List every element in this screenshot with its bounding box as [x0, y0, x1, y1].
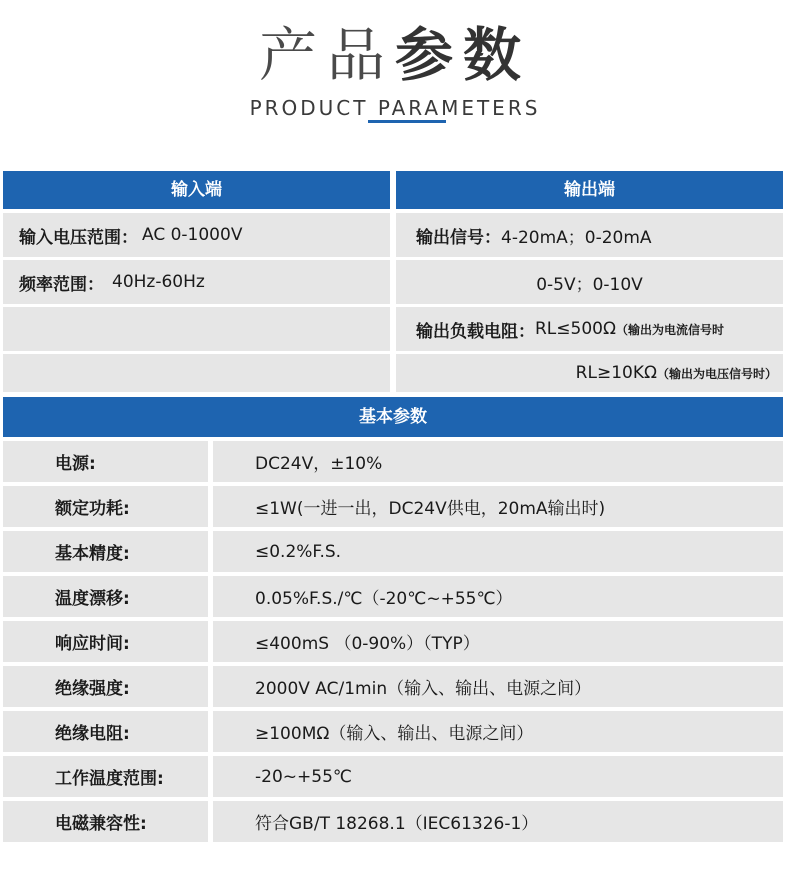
param-label: 温度漂移:	[3, 576, 208, 617]
param-label: 响应时间:	[3, 621, 208, 662]
output-load-voltage-note: （输出为电压信号时）	[656, 366, 777, 381]
output-load-label: 输出负载电阻：	[416, 321, 535, 342]
input-section-header: 输入端	[3, 171, 390, 209]
output-row-load-current	[396, 307, 783, 351]
output-row-load-voltage	[396, 354, 783, 392]
page-header	[0, 0, 790, 160]
input-row-voltage	[3, 213, 390, 257]
output-load-current-note: （输出为电流信号时	[615, 322, 724, 337]
title-light: 产品	[258, 21, 395, 89]
param-value: ≤400mS （0-90%）（TYP）	[213, 621, 783, 662]
page-title	[0, 20, 790, 90]
input-voltage-value: AC 0-1000V	[142, 225, 243, 245]
param-value: ≤1W(一进一出，DC24V供电，20mA输出时)	[213, 486, 783, 527]
basic-section-header: 基本参数	[3, 397, 783, 437]
param-label: 基本精度:	[3, 531, 208, 572]
param-value: 符合GB/T 18268.1（IEC61326-1）	[213, 801, 783, 842]
input-frequency-value: 40Hz-60Hz	[112, 272, 205, 292]
output-row-signal	[396, 213, 783, 257]
input-row-frequency	[3, 260, 390, 304]
input-row-empty-1	[3, 307, 390, 351]
param-value: ≤0.2%F.S.	[213, 531, 783, 572]
output-load-current-value: RL≤500Ω	[535, 319, 616, 339]
output-load-voltage-value: RL≥10KΩ	[575, 363, 657, 383]
output-signal-value: 4-20mA；0-20mA	[501, 227, 652, 248]
param-label: 额定功耗:	[3, 486, 208, 527]
param-value: -20~+55℃	[213, 756, 783, 797]
output-section-header: 输出端	[396, 171, 783, 209]
input-frequency-label: 频率范围：	[19, 274, 104, 295]
param-value: ≥100MΩ（输入、输出、电源之间）	[213, 711, 783, 752]
param-label: 电磁兼容性:	[3, 801, 208, 842]
output-voltage-signal-value: 0-5V；0-10V	[536, 274, 643, 295]
param-label: 绝缘强度:	[3, 666, 208, 707]
input-voltage-label: 输入电压范围：	[19, 227, 138, 248]
param-label: 电源:	[3, 441, 208, 482]
page-subtitle: PRODUCT PARAMETERS	[249, 96, 541, 120]
param-value: DC24V，±10%	[213, 441, 783, 482]
title-underline	[368, 120, 446, 123]
title-bold: 参数	[395, 21, 532, 89]
param-value: 2000V AC/1min（输入、输出、电源之间）	[213, 666, 783, 707]
param-label: 绝缘电阻:	[3, 711, 208, 752]
param-label: 工作温度范围:	[3, 756, 208, 797]
output-signal-label: 输出信号：	[416, 227, 501, 248]
input-row-empty-2	[3, 354, 390, 392]
param-value: 0.05%F.S./℃（-20℃~+55℃）	[213, 576, 783, 617]
output-row-voltage-signal	[396, 260, 783, 304]
